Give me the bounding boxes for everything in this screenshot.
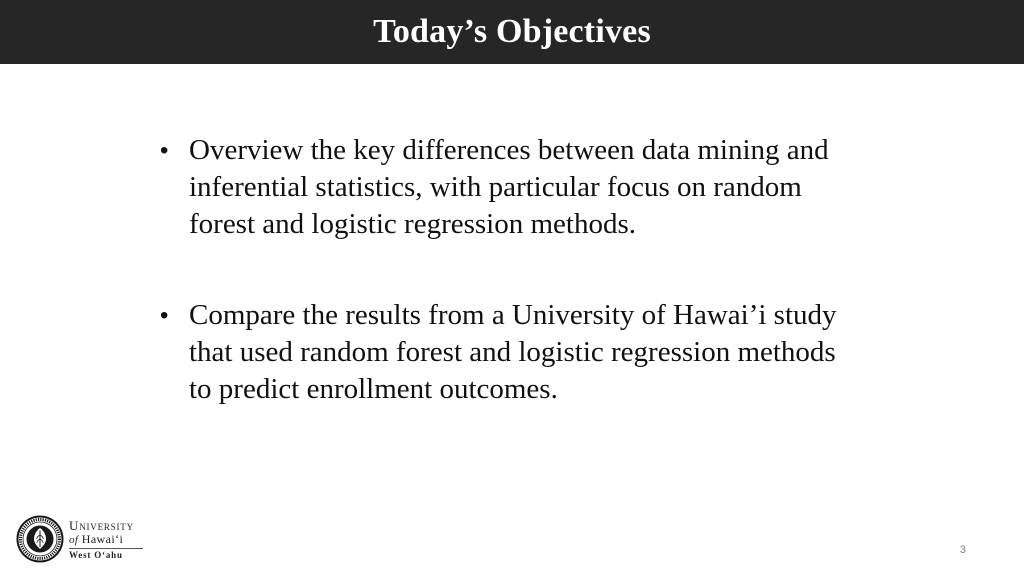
bullet-text: Overview the key differences between data mining and inferential statistics, with particular focus on random forest and logistic regression methods. [189,134,829,240]
logo-divider [69,548,143,549]
logo-university-text: University [69,517,134,533]
logo-campus-text: West O‘ahu [69,549,123,560]
bullet-marker: • [160,302,169,329]
university-logo [16,514,146,564]
logo-hawaii-text: Hawai‘i [81,531,124,546]
logo-of-text: of [69,533,79,546]
logo-hawaii-line [69,533,143,546]
bullet-marker: • [160,137,169,164]
title-bar [0,0,1024,64]
bullet-list [160,132,850,462]
bullet-text: Compare the results from a University of Hawai’i study that used random forest and logistic regression methods to predict enrollment outcomes. [189,299,837,405]
bullet-item [160,297,850,408]
university-seal-icon [16,515,64,563]
slide-title: Today’s Objectives [373,13,651,50]
logo-wordmark [69,519,143,560]
page-number: 3 [959,544,966,556]
bullet-item [160,132,850,243]
